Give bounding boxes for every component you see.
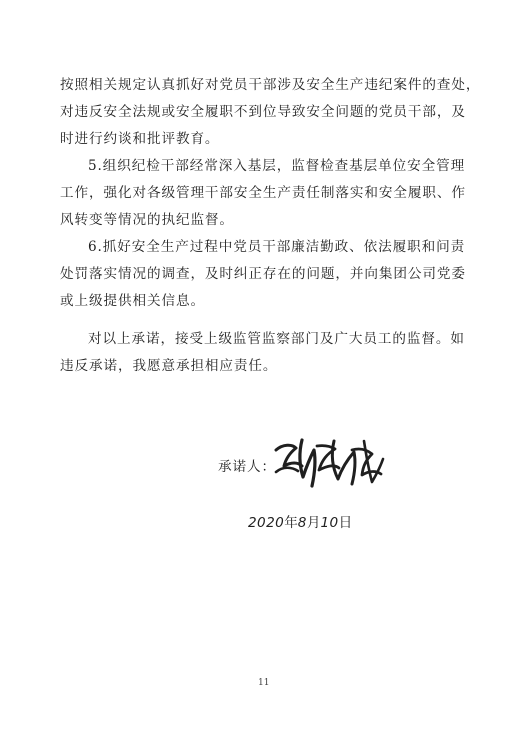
date-day-unit: 日 xyxy=(338,515,353,531)
item-6-line-3: 或上级提供相关信息。 xyxy=(60,293,205,309)
date-year-unit: 年 xyxy=(284,515,298,531)
pledge-line-1: 对以上承诺，接受上级监管监察部门及广大员工的监督。如 xyxy=(88,331,465,347)
date-year: 2020 xyxy=(248,515,285,531)
signature-date xyxy=(248,514,352,532)
paragraph-line-2: 对违反安全法规或安全履职不到位导致安全问题的党员干部，及 xyxy=(60,104,466,120)
item-6-line-2: 处罚落实情况的调查，及时纠正存在的问题，并向集团公司党委 xyxy=(60,266,466,282)
date-month: 8 xyxy=(297,515,307,531)
paragraph-line-1: 按照相关规定认真抓好对党员干部涉及安全生产违纪案件的查处， xyxy=(60,77,481,93)
item-6-line-1: 6.抓好安全生产过程中党员干部廉洁勤政、依法履职和问责 xyxy=(88,239,466,255)
date-day: 10 xyxy=(320,515,339,531)
pledge-line-2: 违反承诺，我愿意承担相应责任。 xyxy=(60,358,278,374)
item-5-line-3: 风转变等情况的执纪监督。 xyxy=(60,212,234,228)
item-5-line-2: 工作，强化对各级管理干部安全生产责任制落实和安全履职、作 xyxy=(60,185,466,201)
date-month-unit: 月 xyxy=(306,515,321,531)
signature-label: 承诺人： xyxy=(218,459,276,475)
handwritten-signature xyxy=(268,432,388,494)
page-number: 11 xyxy=(258,678,270,688)
paragraph-line-3: 时进行约谈和批评教育。 xyxy=(60,131,220,147)
item-5-line-1: 5.组织纪检干部经常深入基层，监督检查基层单位安全管理 xyxy=(88,158,466,174)
